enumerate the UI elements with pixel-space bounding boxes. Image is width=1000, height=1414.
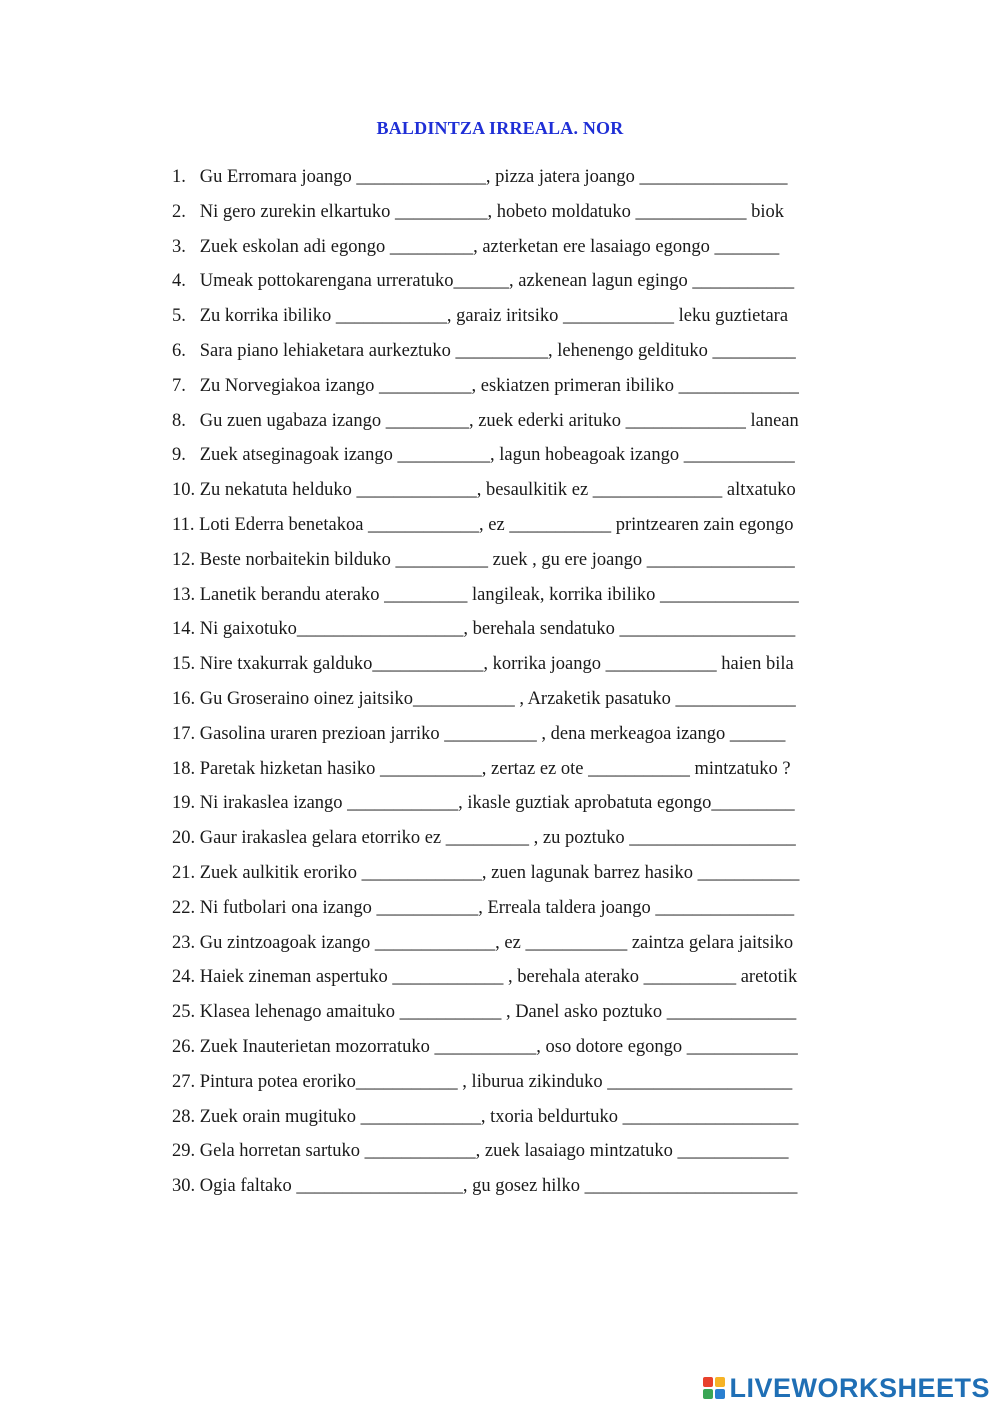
exercise-item: 23. Gu zintzoagoak izango _____________, ez ___________ zaintza gelara jaitsiko: [172, 932, 794, 953]
exercise-item: 27. Pintura potea eroriko___________ , liburua zikinduko ____________________: [172, 1071, 793, 1092]
exercise-item: 3. Zuek eskolan adi egongo _________, azterketan ere lasaiago egongo _______: [172, 236, 780, 257]
exercise-item: 25. Klasea lehenago amaituko ___________ , Danel asko poztuko ______________: [172, 1002, 797, 1023]
logo-block-blue: [715, 1389, 725, 1399]
exercise-item: 21. Zuek aulkitik eroriko _____________, zuen lagunak barrez hasiko ___________: [172, 862, 800, 883]
exercise-item: 10. Zu nekatuta helduko _____________, besaulkitik ez ______________ altxatuko: [172, 480, 796, 501]
logo-blocks-icon: [703, 1377, 725, 1399]
logo-block-yellow: [715, 1377, 725, 1387]
liveworksheets-logo: [703, 1372, 990, 1404]
logo-block-red: [703, 1377, 713, 1387]
exercise-item: 7. Zu Norvegiakoa izango __________, eskiatzen primeran ibiliko _____________: [172, 375, 799, 396]
exercise-item: 2. Ni gero zurekin elkartuko __________, hobeto moldatuko ____________ biok: [172, 201, 784, 222]
exercise-item: 16. Gu Groseraino oinez jaitsiko___________ , Arzaketik pasatuko _____________: [172, 688, 796, 709]
exercise-item: 12. Beste norbaitekin bilduko __________ zuek , gu ere joango ________________: [172, 549, 795, 570]
exercise-item: 19. Ni irakaslea izango ____________, ikasle guztiak aprobatuta egongo_________: [172, 793, 795, 814]
exercise-item: 15. Nire txakurrak galduko____________, korrika joango ____________ haien bila: [172, 654, 794, 675]
exercise-item: 18. Paretak hizketan hasiko ___________, zertaz ez ote ___________ mintzatuko ?: [172, 758, 791, 779]
exercise-item: 24. Haiek zineman aspertuko ____________ , berehala aterako __________ aretotik: [172, 967, 798, 988]
exercise-item: 8. Gu zuen ugabaza izango _________, zuek ederki arituko _____________ lanean: [172, 410, 799, 431]
exercise-item: 26. Zuek Inauterietan mozorratuko ___________, oso dotore egongo ____________: [172, 1036, 798, 1057]
exercise-item: 6. Sara piano lehiaketara aurkeztuko __________, lehenengo geldituko _________: [172, 340, 796, 361]
exercise-item: 13. Lanetik berandu aterako _________ langileak, korrika ibiliko _______________: [172, 584, 799, 605]
exercise-item: 17. Gasolina uraren prezioan jarriko __________ , dena merkeagoa izango ______: [172, 723, 786, 744]
exercise-item: 4. Umeak pottokarengana urreratuko______, azkenean lagun egingo ___________: [172, 271, 795, 292]
exercise-item: 5. Zu korrika ibiliko ____________, garaiz iritsiko ____________ leku guztietara: [172, 306, 789, 327]
exercise-item: 11. Loti Ederra benetakoa ____________, ez ___________ printzearen zain egongo: [172, 514, 794, 535]
exercise-item: 14. Ni gaixotuko__________________, berehala sendatuko ___________________: [172, 619, 796, 640]
logo-block-green: [703, 1389, 713, 1399]
exercise-item: 20. Gaur irakaslea gelara etorriko ez _________ , zu poztuko __________________: [172, 828, 796, 849]
exercise-item: 29. Gela horretan sartuko ____________, zuek lasaiago mintzatuko ____________: [172, 1141, 789, 1162]
exercise-item: 30. Ogia faltako __________________, gu gosez hilko _______________________: [172, 1176, 798, 1197]
exercise-item: 1. Gu Erromara joango ______________, pizza jatera joango ________________: [172, 167, 788, 187]
worksheet-title: BALDINTZA IRREALA. NOR: [376, 118, 624, 138]
exercise-item: 28. Zuek orain mugituko _____________, txoria beldurtuko ___________________: [172, 1106, 799, 1127]
exercise-item: 22. Ni futbolari ona izango ___________, Erreala taldera joango _______________: [172, 897, 795, 918]
exercise-item: 9. Zuek atseginagoak izango __________, lagun hobeagoak izango ____________: [172, 445, 795, 466]
exercise-list: [172, 162, 862, 1206]
logo-text: LIVEWORKSHEETS: [729, 1372, 990, 1403]
